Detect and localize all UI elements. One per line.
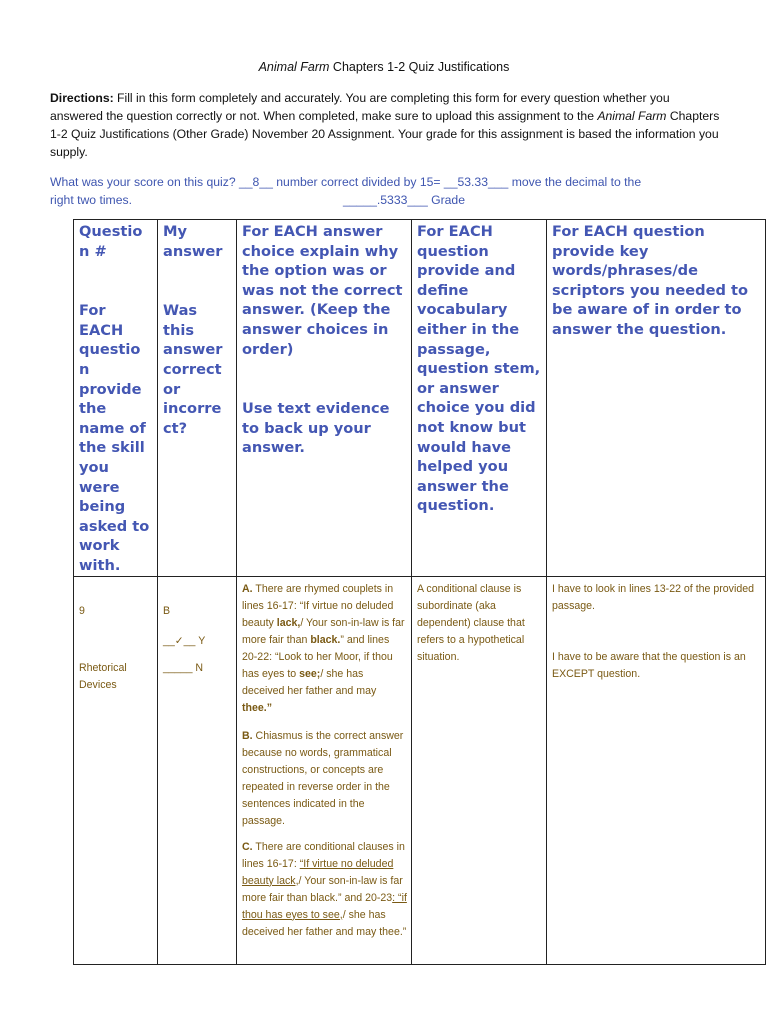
header-explanation [237,220,412,577]
header-col1-title: Questio n # [79,223,143,260]
cell-answer [158,576,237,964]
choice-a-bold-2: black. [310,633,341,646]
keywords-text-1: I have to look in lines 13-22 of the provided passage. [552,582,755,612]
score-line-1: What was your score on this quiz? __8__ number correct divided by 15= __53.33___ move the decimal to the [50,175,642,189]
header-col4-title: For EACH question provide and define vocabulary either in the passage, question stem, or answer choice you did not know but would have helped you answer the question. [417,223,541,515]
skill-name: Rhetorical Devices [79,661,127,691]
document-title [0,60,768,74]
choice-a-text-4: / she has deceived her father and may [242,667,377,697]
keywords-text-2: I have to be aware that the question is an EXCEPT question. [552,650,746,680]
cell-vocabulary [412,576,547,964]
choice-c-explanation [242,839,407,941]
choice-c-underline-2: : “if thou has eyes to see, [242,891,407,921]
header-col1-desc: For EACH questio n provide the name of the skill you were being asked to work with. [79,302,150,574]
choice-a-text-2: / Your son-in-law is far more fair than [242,616,405,646]
title-italic: Animal Farm [258,60,330,74]
header-col2-desc: Was this answer correct or incorre ct? [163,302,223,437]
score-paragraph [50,173,720,209]
directions-text-1: Fill in this form completely and accurately. You are completing this form for every question whether you answered the question correctly or not. When completed, make sure to upload this assignment to the [50,91,670,123]
choice-c-text-1: There are conditional clauses in lines 16-17: [242,840,405,870]
header-col3-title: For EACH answer choice explain why the option was or was not the correct answer. (Keep the answer choices in order) [242,223,403,358]
choice-a-bold-3: see; [299,667,321,680]
choice-a-text-1: There are rhymed couplets in lines 16-17: “If virtue no deluded beauty [242,582,394,629]
choice-c-text-2: / Your son-in-law is far more fair than black.” and 20-23 [242,874,403,904]
choice-a-bold-4: thee.” [242,701,273,714]
score-line-2a: right two times. [50,193,132,207]
cell-explanations [237,576,412,964]
justification-table [73,219,766,965]
choice-c-underline-1: “If virtue no deluded beauty lack, [242,857,394,887]
header-col5-title: For EACH question provide key words/phrases/de scriptors you needed to be aware of in order to answer the question. [552,223,749,338]
cell-question [74,576,158,964]
directions-italic: Animal Farm [597,109,667,123]
choice-a-letter: A. [242,582,253,595]
header-vocabulary [412,220,547,577]
choice-a-text-3: ” and lines 20-22: “Look to her Moor, if thou has eyes to [242,633,393,680]
table-row [74,576,766,964]
choice-b-explanation [242,728,407,830]
choice-a-explanation [242,581,407,717]
vocabulary-text: A conditional clause is subordinate (aka dependent) clause that refers to a hypothetical situation. [417,582,525,663]
header-col2-title: My answer [163,223,223,260]
choice-b-text: Chiasmus is the correct answer because no words, grammatical constructions, or concepts are repeated in reverse order in the sentences indicated in the passage. [242,729,404,827]
answer-correct-no: _____ N [163,661,204,674]
cell-keywords [547,576,766,964]
header-question-number [74,220,158,577]
choice-c-letter: C. [242,840,253,853]
choice-b-letter: B. [242,729,253,742]
title-rest: Chapters 1-2 Quiz Justifications [329,60,510,74]
directions-paragraph [50,89,720,161]
choice-c-text-3: / she has deceived her father and may thee.” [242,908,407,938]
header-my-answer [158,220,237,577]
score-grade: _____.5333___ Grade [343,193,465,207]
directions-text-2: Chapters 1-2 Quiz Justifications (Other Grade) November 20 Assignment. Your grade for this assignment is based the information you supply. [50,109,720,159]
answer-correct-yes: __✓__ Y [163,634,206,647]
table-header-row [74,220,766,577]
header-col3-desc: Use text evidence to back up your answer. [242,400,390,457]
header-keywords [547,220,766,577]
directions-label: Directions: [50,91,114,105]
answer-letter: B [163,604,171,617]
question-number: 9 [79,604,85,617]
choice-a-bold-1: lack, [276,616,301,629]
